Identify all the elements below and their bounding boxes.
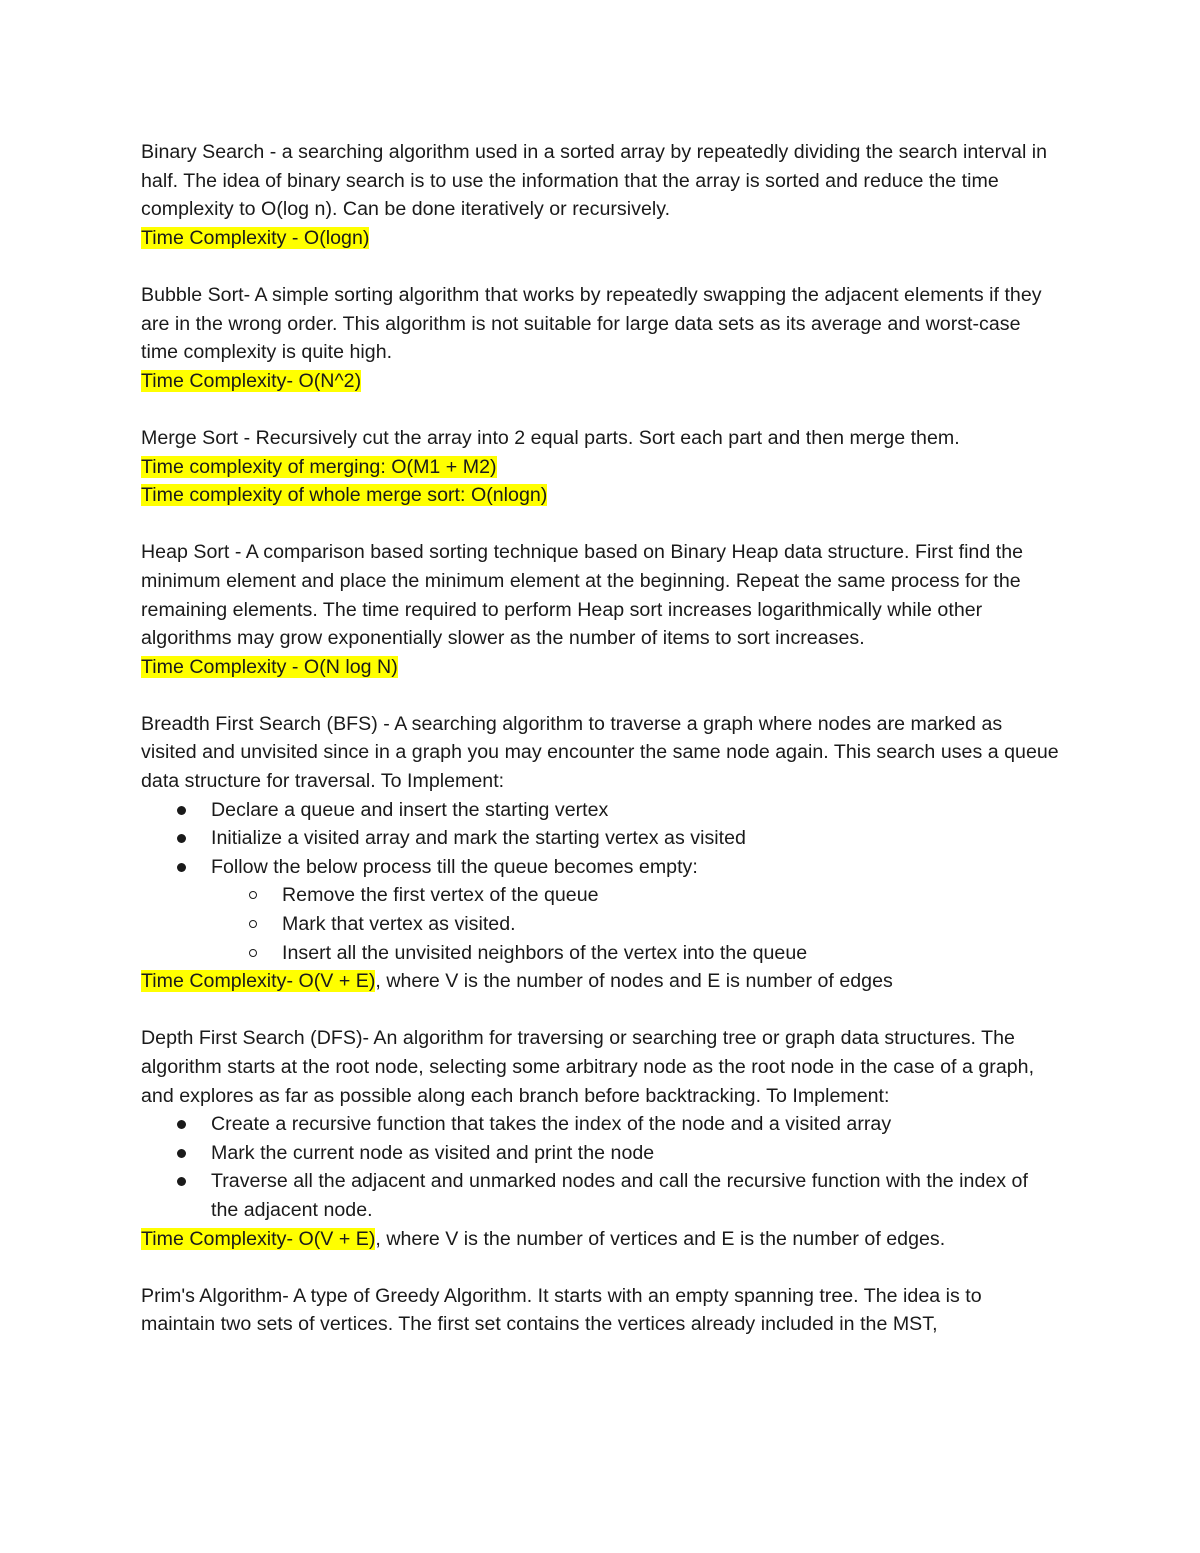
- list-item: [141, 1139, 1060, 1168]
- blank-line: [141, 996, 1060, 1025]
- hollow-bullet-icon: [249, 920, 257, 928]
- highlight: Time complexity of whole merge sort: O(nlogn): [141, 484, 548, 507]
- prims-description: Prim's Algorithm- A type of Greedy Algorithm. It starts with an empty spanning tree. The idea is to maintain two sets of vertices. The first set contains the vertices already included in the MST,: [141, 1284, 982, 1336]
- highlight: Time Complexity- O(N^2): [141, 369, 362, 392]
- blank-line: [141, 510, 1060, 539]
- list-item: [141, 910, 1060, 939]
- list-item: [141, 1110, 1060, 1139]
- highlight: Time Complexity- O(V + E): [141, 1227, 376, 1250]
- list-item-text: Remove the first vertex of the queue: [282, 884, 599, 907]
- binary-search-complexity: [141, 224, 1060, 253]
- blank-line: [141, 395, 1060, 424]
- bubble-sort-description: Bubble Sort- A simple sorting algorithm that works by repeatedly swapping the adjacent elements if they are in the wrong order. This algorithm is not suitable for large data sets as its average and worst-case time complexity is quite high.: [141, 283, 1042, 364]
- bullet-icon: [177, 1120, 186, 1129]
- blank-line: [141, 1253, 1060, 1282]
- bfs-description: Breadth First Search (BFS) - A searching algorithm to traverse a graph where nodes are marked as visited and unvisited since in a graph you may encounter the same node again. This search uses a queue data structure for traversal. To Implement:: [141, 712, 1059, 793]
- highlight: Time Complexity - O(logn): [141, 226, 370, 249]
- heap-sort-description: Heap Sort - A comparison based sorting technique based on Binary Heap data structure. First find the minimum element and place the minimum element at the beginning. Repeat the same process for the remaining elements. The time required to perform Heap sort increases logarithmically while other algorithms may grow exponentially slower as the number of items to sort increases.: [141, 541, 1024, 650]
- list-item: [141, 824, 1060, 853]
- bubble-sort-complexity: [141, 367, 1060, 396]
- blank-line: [141, 252, 1060, 281]
- list-item-text: Traverse all the adjacent and unmarked nodes and call the recursive function with the index of the adjacent node.: [211, 1170, 1028, 1221]
- bfs-substeps-list: [141, 881, 1060, 967]
- blank-line: [141, 681, 1060, 710]
- list-item-text: Create a recursive function that takes the index of the node and a visited array: [211, 1113, 892, 1136]
- list-item-text: Insert all the unvisited neighbors of the vertex into the queue: [282, 941, 808, 964]
- list-item-text: Initialize a visited array and mark the starting vertex as visited: [211, 827, 746, 850]
- list-item: [141, 939, 1060, 968]
- bullet-icon: [177, 834, 186, 843]
- dfs-steps-list: [141, 1110, 1060, 1224]
- dfs-complexity: [141, 1225, 1060, 1254]
- hollow-bullet-icon: [249, 949, 257, 957]
- merge-sort-merging-complexity: [141, 453, 1060, 482]
- list-item: [141, 796, 1060, 825]
- complexity-note: , where V is the number of vertices and E is the number of edges.: [375, 1227, 946, 1250]
- heap-sort-complexity: [141, 653, 1060, 682]
- binary-search-description: Binary Search - a searching algorithm used in a sorted array by repeatedly dividing the search interval in half. The idea of binary search is to use the information that the array is sorted and reduce the time complexity to O(log n). Can be done iteratively or recursively.: [141, 141, 1048, 221]
- hollow-bullet-icon: [249, 891, 257, 899]
- bullet-icon: [177, 1177, 186, 1186]
- bfs-steps-list: [141, 796, 1060, 882]
- list-item-text: Follow the below process till the queue becomes empty:: [211, 855, 698, 878]
- list-item: [141, 881, 1060, 910]
- list-item: [141, 1167, 1060, 1224]
- dfs-description: Depth First Search (DFS)- An algorithm for traversing or searching tree or graph data structures. The algorithm starts at the root node, selecting some arbitrary node as the root node in the case of a graph, and explores as far as possible along each branch before backtracking. To Implement:: [141, 1027, 1035, 1107]
- document-body: [141, 138, 1060, 1339]
- bullet-icon: [177, 1149, 186, 1158]
- bfs-complexity: [141, 967, 1060, 996]
- list-item-text: Declare a queue and insert the starting vertex: [211, 798, 609, 821]
- merge-sort-whole-complexity: [141, 481, 1060, 510]
- merge-sort-description: Merge Sort - Recursively cut the array into 2 equal parts. Sort each part and then merge them.: [141, 426, 960, 449]
- highlight: Time Complexity - O(N log N): [141, 655, 398, 678]
- bullet-icon: [177, 863, 186, 872]
- complexity-note: , where V is the number of nodes and E is number of edges: [375, 970, 893, 993]
- list-item: [141, 853, 1060, 882]
- bullet-icon: [177, 806, 186, 815]
- list-item-text: Mark the current node as visited and print the node: [211, 1141, 655, 1164]
- list-item-text: Mark that vertex as visited.: [282, 913, 516, 936]
- highlight: Time complexity of merging: O(M1 + M2): [141, 455, 497, 478]
- highlight: Time Complexity- O(V + E): [141, 970, 376, 993]
